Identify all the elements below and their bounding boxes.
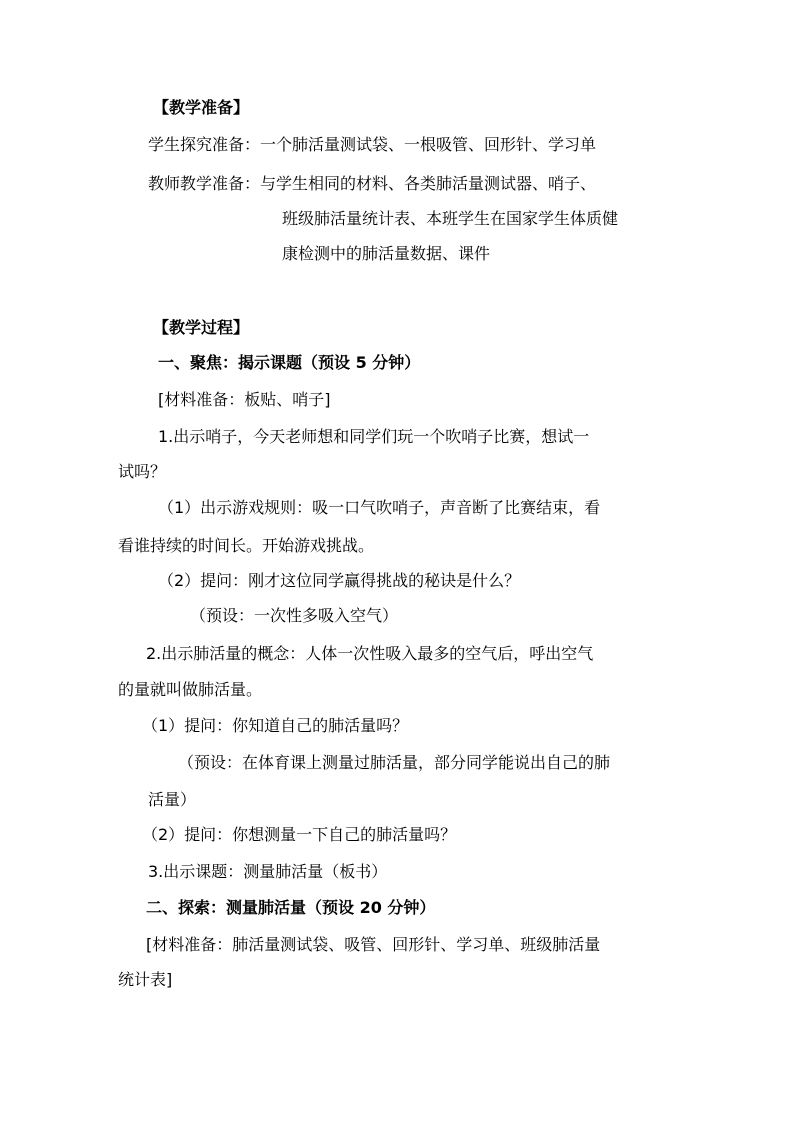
section-1-title: 一、聚焦：揭示课题（预设 5 分钟）: [158, 353, 421, 372]
s2-materials-line-2: 统计表]: [118, 970, 173, 989]
section-1-materials: [材料准备：板贴、哨子]: [158, 390, 331, 409]
s1-point-2a: （1）提问：你知道自己的肺活量吗？: [142, 716, 409, 735]
s1-point-1a-line-1: （1）出示游戏规则：吸一口气吹哨子，声音断了比赛结束，看: [158, 498, 601, 517]
s1-point-2a-preset-line-2: 活量）: [148, 790, 197, 809]
s1-point-2a-preset-line-1: （预设：在体育课上测量过肺活量，部分同学能说出自己的肺: [178, 753, 611, 772]
s1-point-1-line-2: 试吗？: [118, 462, 167, 481]
teacher-prep-line-2: 班级肺活量统计表、本班学生在国家学生体质健: [282, 209, 619, 228]
section-2-title: 二、探索：测量肺活量（预设 20 分钟）: [146, 898, 436, 917]
prep-heading: 【教学准备】: [153, 98, 250, 117]
student-prep-line: 学生探究准备：一个肺活量测试袋、一根吸管、回形针、学习单: [148, 135, 597, 154]
teacher-prep-line-1: 教师教学准备：与学生相同的材料、各类肺活量测试器、哨子、: [148, 174, 597, 193]
process-heading: 【教学过程】: [153, 318, 250, 337]
s1-point-1a-line-2: 看谁持续的时间长。开始游戏挑战。: [118, 536, 375, 555]
teacher-prep-line-3: 康检测中的肺活量数据、课件: [282, 244, 491, 263]
s1-point-2-line-1: 2.出示肺活量的概念：人体一次性吸入最多的空气后，呼出空气: [146, 644, 594, 663]
s2-materials-line-1: [材料准备：肺活量测试袋、吸管、回形针、学习单、班级肺活量: [146, 935, 601, 954]
s1-point-3: 3.出示课题：测量肺活量（板书）: [148, 862, 388, 881]
s1-point-1-line-1: 1.出示哨子，今天老师想和同学们玩一个吹哨子比赛，想试一: [158, 427, 590, 446]
s1-point-1b: （2）提问：刚才这位同学赢得挑战的秘诀是什么？: [158, 571, 521, 590]
s1-point-1b-preset: （预设：一次性多吸入空气）: [190, 606, 399, 625]
s1-point-2-line-2: 的量就叫做肺活量。: [118, 680, 263, 699]
s1-point-2b: （2）提问：你想测量一下自己的肺活量吗？: [142, 825, 457, 844]
